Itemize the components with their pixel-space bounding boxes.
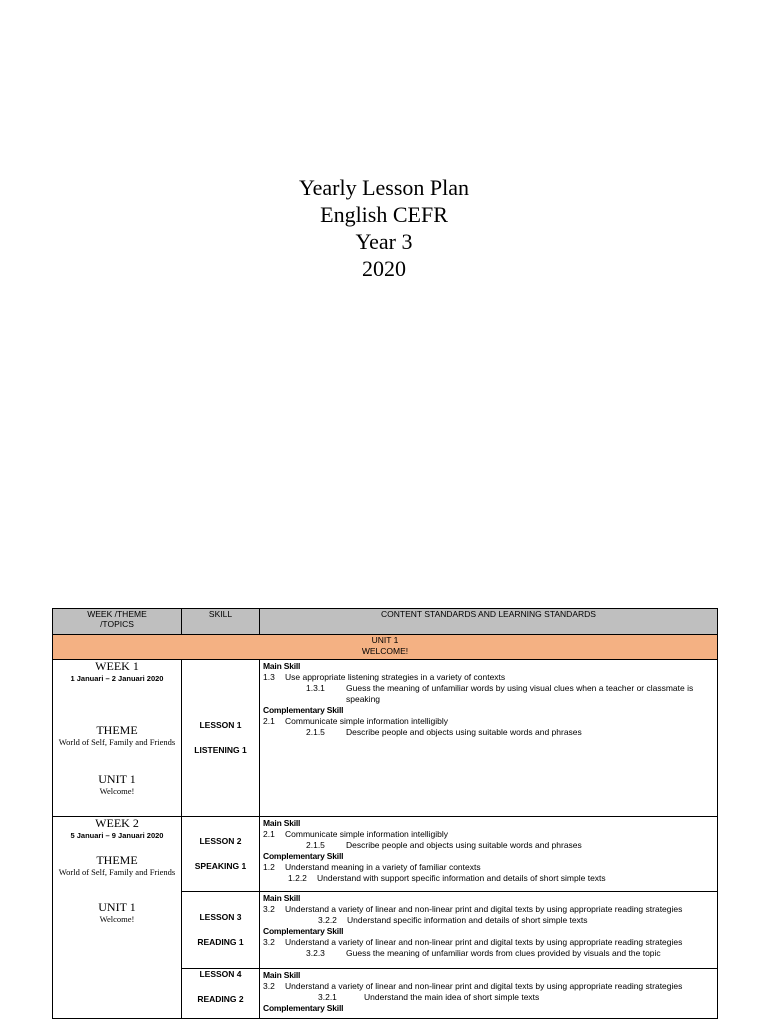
main-skill-heading: Main Skill — [263, 893, 301, 903]
lesson-label: LESSON 1 — [199, 720, 242, 730]
learning-standard — [263, 948, 714, 959]
standard-number: 1.2 — [263, 862, 275, 872]
skill-label: READING 1 — [197, 937, 244, 947]
standard-text: Describe people and objects using suitable words and phrases — [346, 840, 582, 850]
standard-number: 3.2 — [263, 981, 275, 991]
standard-number: 3.2 — [263, 904, 275, 914]
unit-description: Welcome! — [99, 786, 135, 796]
header-content-standards: CONTENT STANDARDS AND LEARNING STANDARDS — [260, 609, 718, 635]
standard-text: Understand a variety of linear and non-linear print and digital texts by using appropriate reading strategies — [285, 937, 683, 947]
title-line-2: English CEFR — [320, 202, 448, 227]
title-line-4: 2020 — [362, 256, 406, 281]
title-line-1: Yearly Lesson Plan — [298, 175, 470, 200]
week-label: WEEK 1 — [95, 659, 139, 673]
skill-label: SPEAKING 1 — [194, 861, 247, 871]
header-week-theme-topics — [53, 609, 182, 635]
standard-number: 1.3.1 — [306, 683, 325, 693]
week-label: WEEK 2 — [95, 816, 139, 830]
content-standard — [263, 862, 714, 873]
complementary-skill-heading: Complementary Skill — [263, 926, 344, 936]
learning-standard — [263, 992, 714, 1003]
learning-standard — [263, 873, 714, 884]
learning-standard — [263, 840, 714, 851]
standard-text: Understand specific information and details of short simple texts — [347, 915, 588, 925]
content-standard — [263, 981, 714, 992]
theme-description: World of Self, Family and Friends — [58, 737, 176, 747]
standard-number: 2.1 — [263, 716, 275, 726]
week-cell — [53, 660, 182, 817]
learning-standard — [263, 683, 714, 705]
header-week-line2: /TOPICS — [100, 619, 134, 629]
title-line-3: Year 3 — [355, 229, 413, 254]
standard-text: Communicate simple information intelligibly — [285, 716, 448, 726]
document-title — [0, 174, 768, 282]
skill-cell — [182, 817, 260, 892]
lesson-plan-table — [52, 608, 718, 1019]
unit-banner-subtitle: WELCOME! — [361, 646, 409, 656]
lesson-label: LESSON 3 — [199, 912, 242, 922]
standard-number: 3.2.3 — [306, 948, 325, 958]
header-week-line1: WEEK /THEME — [87, 609, 147, 619]
complementary-skill-heading: Complementary Skill — [263, 1003, 344, 1013]
content-standard — [263, 904, 714, 915]
standard-text: Understand with support specific information and details of short simple texts — [317, 873, 606, 883]
lesson-label: LESSON 2 — [199, 836, 242, 846]
complementary-skill-heading: Complementary Skill — [263, 705, 344, 715]
standard-number: 2.1.5 — [306, 840, 325, 850]
week-cell — [53, 817, 182, 1019]
theme-description: World of Self, Family and Friends — [58, 867, 176, 877]
standard-text: Describe people and objects using suitable words and phrases — [346, 727, 582, 737]
standard-text: Understand the main idea of short simple texts — [364, 992, 540, 1002]
table-header-row — [53, 609, 718, 635]
theme-label: THEME — [96, 853, 138, 867]
standard-text: Understand a variety of linear and non-linear print and digital texts by using appropriate reading strategies — [285, 904, 683, 914]
skill-cell — [182, 969, 260, 1019]
week-dates: 1 Januari – 2 Januari 2020 — [70, 674, 164, 683]
table-row — [53, 660, 718, 817]
unit-label: UNIT 1 — [98, 900, 136, 914]
unit-banner-row — [53, 635, 718, 660]
standard-number: 3.2.1 — [318, 992, 337, 1002]
standard-text: Guess the meaning of unfamiliar words by using visual clues when a teacher or classmate is speaking — [346, 683, 694, 704]
main-skill-heading: Main Skill — [263, 818, 301, 828]
standard-number: 2.1.5 — [306, 727, 325, 737]
standard-number: 3.2.2 — [318, 915, 337, 925]
skill-label: LISTENING 1 — [194, 745, 247, 755]
standard-text: Communicate simple information intelligibly — [285, 829, 448, 839]
learning-standard — [263, 915, 714, 926]
learning-standard — [263, 727, 714, 738]
skill-cell — [182, 892, 260, 969]
content-standard — [263, 672, 714, 683]
theme-label: THEME — [96, 723, 138, 737]
standard-text: Understand meaning in a variety of familiar contexts — [285, 862, 481, 872]
content-standard — [263, 716, 714, 727]
content-cell — [260, 660, 718, 817]
standard-text: Guess the meaning of unfamiliar words from clues provided by visuals and the topic — [346, 948, 661, 958]
week-dates: 5 Januari – 9 Januari 2020 — [70, 831, 164, 840]
content-standard — [263, 829, 714, 840]
standard-number: 2.1 — [263, 829, 275, 839]
standard-number: 3.2 — [263, 937, 275, 947]
standard-text: Understand a variety of linear and non-linear print and digital texts by using appropriate reading strategies — [285, 981, 683, 991]
content-cell — [260, 817, 718, 892]
skill-label: READING 2 — [197, 994, 244, 1004]
standard-number: 1.2.2 — [288, 873, 307, 883]
standard-number: 1.3 — [263, 672, 275, 682]
unit-description: Welcome! — [99, 914, 135, 924]
skill-cell — [182, 660, 260, 817]
content-standard — [263, 937, 714, 948]
header-skill: SKILL — [182, 609, 260, 635]
lesson-label: LESSON 4 — [199, 969, 242, 979]
content-cell — [260, 969, 718, 1019]
unit-label: UNIT 1 — [98, 772, 136, 786]
table-row — [53, 817, 718, 892]
standard-text: Use appropriate listening strategies in a variety of contexts — [285, 672, 506, 682]
unit-banner — [53, 635, 718, 660]
complementary-skill-heading: Complementary Skill — [263, 851, 344, 861]
unit-banner-title: UNIT 1 — [371, 635, 399, 645]
content-cell — [260, 892, 718, 969]
main-skill-heading: Main Skill — [263, 661, 301, 671]
main-skill-heading: Main Skill — [263, 970, 301, 980]
